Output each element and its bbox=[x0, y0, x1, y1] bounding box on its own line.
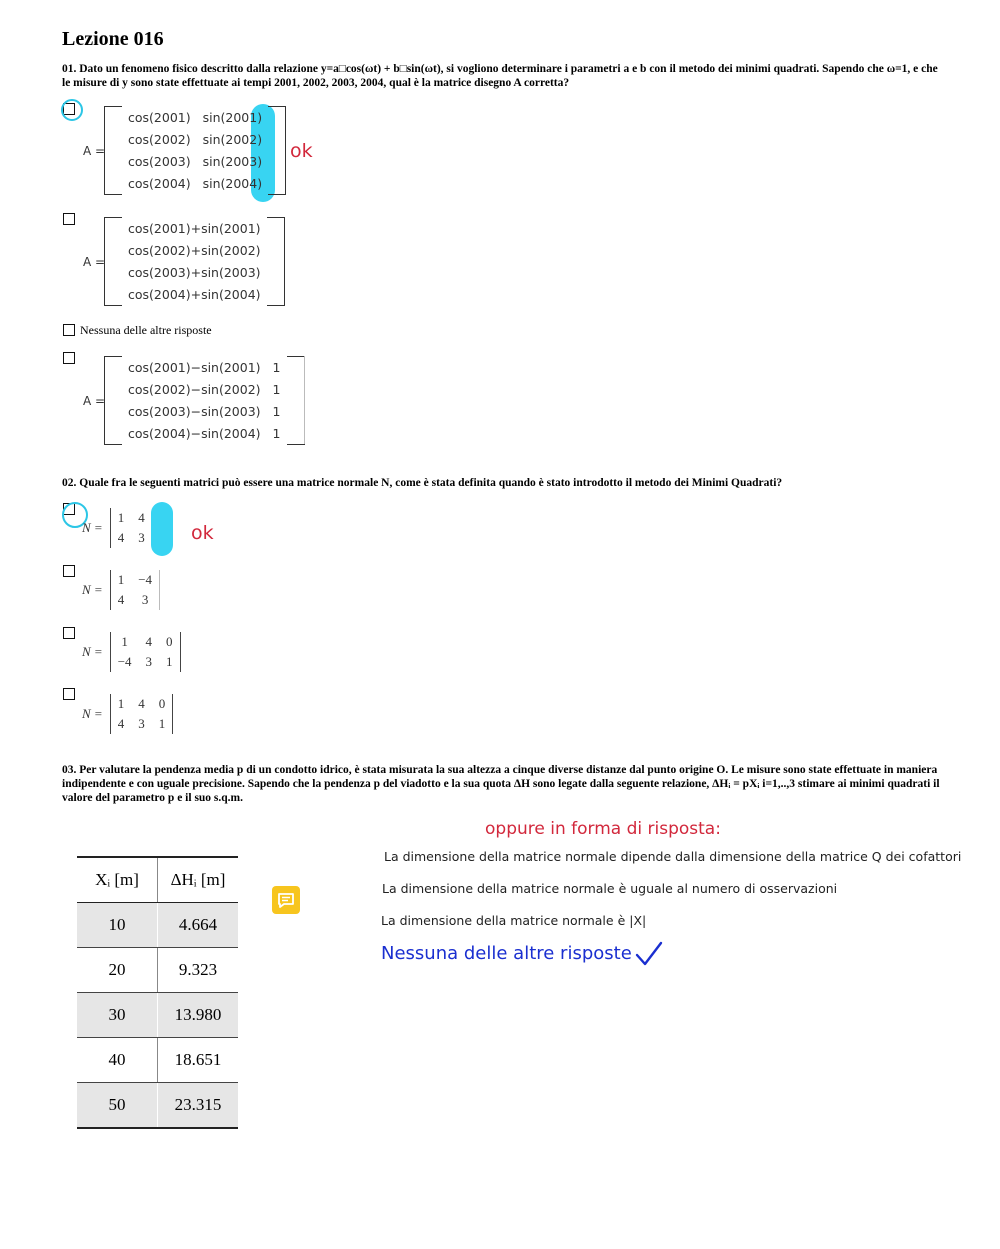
q1-option-a-matrix bbox=[104, 106, 286, 195]
matrix-label: N = bbox=[82, 706, 103, 721]
matrix-cell: cos(2003) bbox=[128, 154, 191, 169]
comment-note-icon[interactable] bbox=[272, 886, 300, 914]
table-header: Xᵢ [m] bbox=[77, 857, 158, 903]
matrix-cell: 4 bbox=[110, 528, 131, 548]
ok-annotation: ok bbox=[290, 140, 313, 162]
question-03-text: 03. Per valutare la pendenza media p di un condotto idrico, è stata misurata la sua altezza a cinque diverse distanze dal punto origine O. Le misure sono state effettuate in maniera indipendente e con uguale precisione. Sapendo che la pendenza p del viadotto e la sua quota ΔH sono legate dalla seguente relazione, ΔHᵢ = pXᵢ i=1,..,3 stimare ai minimi quadrati il valore del parametro p e il suo s.q.m. bbox=[62, 764, 940, 804]
answer-option-final: Nessuna delle altre risposte bbox=[381, 943, 632, 964]
q1-option-b-checkbox[interactable] bbox=[63, 213, 75, 225]
q1-option-c-checkbox[interactable] bbox=[63, 324, 75, 336]
answer-highlight bbox=[151, 502, 173, 556]
measurements-table bbox=[77, 856, 238, 1129]
page-title: Lezione 016 bbox=[62, 28, 164, 50]
table-cell: 20 bbox=[77, 948, 158, 993]
matrix-label: A = bbox=[83, 394, 106, 408]
checkmark-icon bbox=[634, 940, 664, 973]
table-row bbox=[77, 948, 238, 993]
q1-option-d-matrix bbox=[104, 356, 305, 445]
q2-option-b-matrix bbox=[82, 570, 162, 610]
matrix-cell: 1 bbox=[110, 508, 131, 528]
matrix-cell: cos(2004)−sin(2004) bbox=[128, 426, 261, 441]
q2-option-d-matrix bbox=[82, 694, 175, 734]
q2-option-d-checkbox[interactable] bbox=[63, 688, 75, 700]
matrix-label: N = bbox=[82, 644, 103, 659]
table-cell: 40 bbox=[77, 1038, 158, 1083]
matrix-cell: 1 bbox=[110, 570, 131, 590]
table-cell: 10 bbox=[77, 903, 158, 948]
matrix-cell: 1 bbox=[272, 382, 281, 397]
table-row bbox=[77, 1083, 238, 1129]
table-row bbox=[77, 903, 238, 948]
matrix-cell: sin(2004) bbox=[202, 176, 263, 191]
table-cell: 50 bbox=[77, 1083, 158, 1129]
matrix-cell: −4 bbox=[138, 572, 153, 587]
matrix-cell: cos(2002)+sin(2002) bbox=[128, 243, 261, 258]
matrix-label: N = bbox=[82, 520, 103, 535]
question-02-text: 02. Quale fra le seguenti matrici può essere una matrice normale N, come è stata definita quando è stato introdotto il metodo dei Minimi Quadrati? bbox=[62, 477, 783, 489]
table-cell: 4.664 bbox=[158, 903, 239, 948]
table-cell: 9.323 bbox=[158, 948, 239, 993]
matrix-cell: 0 bbox=[166, 634, 173, 649]
matrix-cell: cos(2003)−sin(2003) bbox=[128, 404, 261, 419]
answer-heading: oppure in forma di risposta: bbox=[485, 819, 721, 839]
table-cell: 18.651 bbox=[158, 1038, 239, 1083]
matrix-cell: cos(2001)+sin(2001) bbox=[128, 221, 261, 236]
answer-option-2: La dimensione della matrice normale è uguale al numero di osservazioni bbox=[382, 881, 838, 896]
matrix-cell: cos(2001)−sin(2001) bbox=[128, 360, 261, 375]
table-row bbox=[77, 1038, 238, 1083]
matrix-cell: 1 bbox=[110, 632, 138, 652]
matrix-cell: 0 bbox=[158, 696, 166, 711]
matrix-cell: −4 bbox=[110, 652, 138, 672]
matrix-cell: 1 bbox=[166, 654, 173, 669]
matrix-cell: 1 bbox=[158, 716, 166, 731]
matrix-cell: 4 bbox=[110, 714, 131, 734]
q1-option-d-checkbox[interactable] bbox=[63, 352, 75, 364]
matrix-cell: 4 bbox=[145, 634, 153, 649]
matrix-cell: cos(2001) bbox=[128, 110, 191, 125]
matrix-cell: 4 bbox=[138, 510, 145, 525]
matrix-cell: 1 bbox=[272, 360, 281, 375]
selection-circle-icon bbox=[61, 99, 83, 121]
matrix-cell: 1 bbox=[272, 404, 281, 419]
matrix-label: A = bbox=[83, 255, 106, 269]
table-header: ΔHᵢ [m] bbox=[158, 857, 239, 903]
matrix-cell: 1 bbox=[110, 694, 131, 714]
q2-option-a-matrix bbox=[82, 508, 152, 548]
matrix-cell: 4 bbox=[138, 696, 145, 711]
q1-option-c-label: Nessuna delle altre risposte bbox=[80, 323, 212, 337]
matrix-cell: cos(2002)−sin(2002) bbox=[128, 382, 261, 397]
matrix-cell: sin(2001) bbox=[202, 110, 263, 125]
matrix-cell: cos(2003)+sin(2003) bbox=[128, 265, 261, 280]
table-cell: 30 bbox=[77, 993, 158, 1038]
table-cell: 23.315 bbox=[158, 1083, 239, 1129]
answer-option-3: La dimensione della matrice normale è |X| bbox=[381, 913, 647, 928]
matrix-cell: cos(2004)+sin(2004) bbox=[128, 287, 261, 302]
matrix-cell: 1 bbox=[272, 426, 281, 441]
matrix-cell: 4 bbox=[110, 590, 131, 610]
table-row bbox=[77, 993, 238, 1038]
answer-option-1: La dimensione della matrice normale dipende dalla dimensione della matrice Q dei cofattori bbox=[384, 849, 962, 864]
matrix-cell: 3 bbox=[138, 716, 145, 731]
matrix-cell: cos(2002) bbox=[128, 132, 191, 147]
q2-option-c-checkbox[interactable] bbox=[63, 627, 75, 639]
matrix-cell: sin(2002) bbox=[202, 132, 263, 147]
matrix-label: A = bbox=[83, 144, 106, 158]
table-cell: 13.980 bbox=[158, 993, 239, 1038]
matrix-cell: cos(2004) bbox=[128, 176, 191, 191]
question-01-text: 01. Dato un fenomeno fisico descritto dalla relazione y=a□cos(ωt) + b□sin(ωt), si vogliono determinare i parametri a e b con il metodo dei minimi quadrati. Sapendo che ω=1, e che le misure di y sono state effettuate ai tempi 2001, 2002, 2003, 2004, qual è la matrice disegno A corretta? bbox=[62, 63, 938, 89]
matrix-cell: sin(2003) bbox=[202, 154, 263, 169]
matrix-label: N = bbox=[82, 582, 103, 597]
matrix-cell: 3 bbox=[145, 654, 153, 669]
matrix-cell: 3 bbox=[141, 592, 149, 607]
q2-option-c-matrix bbox=[82, 632, 183, 672]
ok-annotation: ok bbox=[191, 522, 214, 544]
q2-option-b-checkbox[interactable] bbox=[63, 565, 75, 577]
q1-option-b-matrix bbox=[104, 217, 285, 306]
matrix-cell: 3 bbox=[138, 530, 145, 545]
